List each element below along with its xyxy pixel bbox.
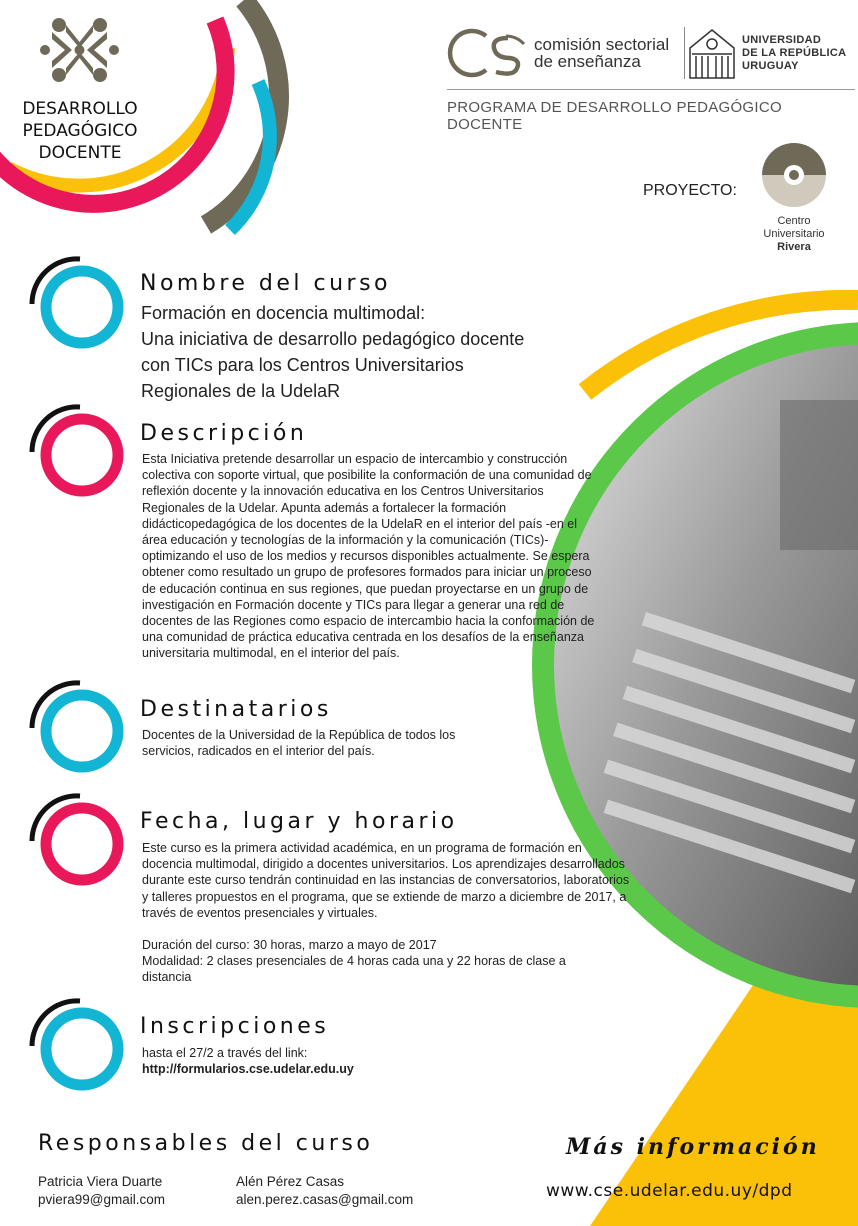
responsables-title: Responsables del curso — [38, 1131, 374, 1156]
cse-line-2: de enseñanza — [534, 52, 641, 71]
mas-informacion-title: Más información — [566, 1134, 820, 1160]
section-title-fecha: Fecha, lugar y horario — [140, 809, 458, 834]
cse-logo-icon — [450, 31, 524, 75]
bullet-destinatarios-icon — [32, 683, 118, 767]
cse-name — [534, 36, 669, 70]
course-name — [141, 300, 601, 404]
cse-line-1: comisión sectorial — [534, 35, 670, 54]
course-name-line-3: con TICs para los Centros Universitarios — [141, 355, 464, 375]
header-divider — [447, 89, 855, 90]
inscripciones-block — [142, 1045, 612, 1077]
section-title-inscripciones: Inscripciones — [140, 1014, 330, 1039]
udelar-logo-icon — [690, 30, 734, 78]
course-name-line-2: Una iniciativa de desarrollo pedagógico docente — [141, 329, 525, 349]
bullet-fecha-icon — [32, 796, 118, 880]
destinatarios-text: Docentes de la Universidad de la República de todos los servicios, radicados en el interior del país. — [142, 728, 456, 759]
info-url[interactable]: www.cse.udelar.edu.uy/dpd — [546, 1181, 793, 1201]
fecha-block — [142, 840, 630, 986]
person-2-name: Alén Pérez Casas — [236, 1174, 345, 1189]
inscripciones-link[interactable]: http://formularios.cse.udelar.edu.uy — [142, 1062, 354, 1077]
udelar-line-1: UNIVERSIDAD — [742, 34, 822, 46]
udelar-line-3: URUGUAY — [742, 60, 799, 72]
modalidad-text: Modalidad: 2 clases presenciales de 4 horas cada una y 22 horas de clase a distancia — [142, 954, 566, 985]
person-2-email[interactable]: alen.perez.casas@gmail.com — [236, 1192, 414, 1207]
section-title-descripcion: Descripción — [140, 421, 308, 446]
fecha-text: Este curso es la primera actividad académica, en un programa de formación en docencia multimodal, dirigido a docentes universitarios. Los aprendizajes desarrollados durante este curso tendrán continuidad en las instancias de conversatorios, laboratorios y talleres propuestos en el programa, que se extiende de marzo a diciembre de 2017, a través de eventos presenciales y virtuales. — [142, 841, 630, 920]
bullet-nombre-icon — [32, 259, 118, 343]
dpd-logo-icon — [40, 18, 119, 82]
inscripciones-text: hasta el 27/2 a través del link: — [142, 1046, 308, 1060]
logo-line-3: DOCENTE — [38, 143, 122, 163]
udelar-name — [742, 34, 846, 73]
section-title-destinatarios: Destinatarios — [140, 697, 332, 722]
logo-line-2: PEDAGÓGICO — [22, 121, 138, 141]
cur-line-3: Rivera — [777, 241, 811, 253]
logo-line-1: DESARROLLO — [22, 99, 138, 119]
udelar-line-2: DE LA REPÚBLICA — [742, 47, 847, 59]
program-title: PROGRAMA DE DESARROLLO PEDAGÓGICO DOCENTE — [447, 99, 782, 133]
bullet-descripcion-icon — [32, 407, 118, 491]
duracion-text: Duración del curso: 30 horas, marzo a mayo de 2017 — [142, 938, 437, 953]
course-name-line-1: Formación en docencia multimodal: — [141, 303, 426, 323]
course-name-line-4: Regionales de la UdelaR — [141, 381, 341, 401]
proyecto-label: PROYECTO: — [643, 182, 737, 199]
bullet-inscripciones-icon — [32, 1001, 118, 1085]
person-1-email[interactable]: pviera99@gmail.com — [38, 1192, 166, 1207]
person-2 — [236, 1173, 413, 1209]
person-1 — [38, 1173, 165, 1209]
person-1-name: Patricia Viera Duarte — [38, 1174, 163, 1189]
cur-line-1: Centro — [777, 215, 811, 227]
cur-line-2: Universitario — [763, 228, 825, 240]
descripcion-text: Esta Iniciativa pretende desarrollar un espacio de intercambio y construcción colectiva con soporte virtual, que posibilite la conformación de una comunidad de reflexión docente y la innovación educativa en los Centros Universitarios Regionales de la Udelar. Apunta además a fortalecer la formación didácticopedagógica de los docentes de la UdelaR en el interior del país -en el área educación y tecnologías de la información y la comunicación (TICs)- optimizando el uso de los medios y recursos disponibles actualmente. Se espera obtener como resultado un grupo de profesores formados para iniciar un proceso de educación continua en sus regiones, que puedan proyectarse en un grupo de investigación en Formación docente y TICs para llegar a generar una red de docentes de las Regiones como espacio de intercambio hacia la conformación de una comunidad de práctica educativa centrada en los desafíos de la enseñanza universitaria multimodal, en el interior del país. — [142, 452, 595, 661]
cur-logo-icon — [762, 143, 826, 207]
logo-title — [0, 98, 160, 164]
cur-name — [740, 215, 848, 254]
section-title-nombre: Nombre del curso — [140, 271, 392, 296]
